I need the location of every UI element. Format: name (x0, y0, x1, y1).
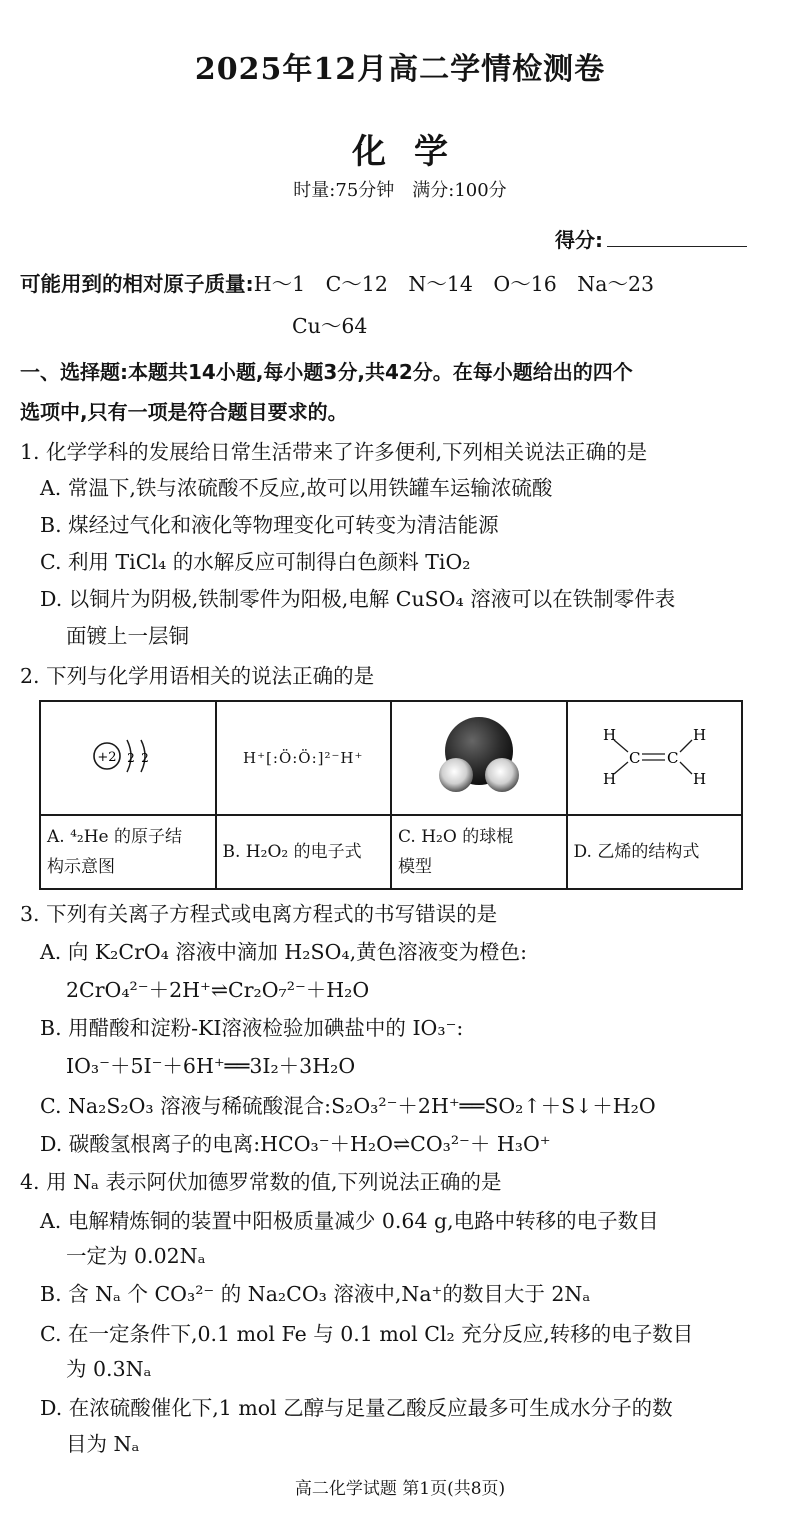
nucleus-charge: +2 (97, 749, 117, 765)
q1-option-c: C. 利用 TiCl₄ 的水解反应可制得白色颜料 TiO₂ (40, 550, 471, 574)
atomic-structure-diagram (83, 726, 173, 786)
q2-option-a-line2: 构示意图 (47, 857, 115, 877)
q3-option-c: C. Na₂S₂O₃ 溶液与稀硫酸混合:S₂O₃²⁻＋2H⁺══SO₂↑＋S↓＋H₂O (40, 1094, 656, 1118)
q2-option-b-text: B. H₂O₂ 的电子式 (222, 842, 362, 862)
q2-option-d (567, 815, 743, 889)
atomic-mass-label: 可能用到的相对原子质量: (20, 272, 254, 296)
q1-stem: 1. 化学学科的发展给日常生活带来了许多便利,下列相关说法正确的是 (20, 440, 648, 464)
q2-option-c (391, 815, 567, 889)
q1-option-d-line2: 面镀上一层铜 (66, 624, 189, 648)
q2-option-c-line2: 模型 (398, 857, 432, 877)
q2-cell-ball-model (391, 701, 567, 815)
q4-option-c-line1: C. 在一定条件下,0.1 mol Fe 与 0.1 mol Cl₂ 充分反应,转移的电子数目 (40, 1322, 694, 1346)
h-bottom-right: H (693, 769, 707, 788)
q4-option-d-line1: D. 在浓硫酸催化下,1 mol 乙醇与足量乙酸反应最多可生成水分子的数 (40, 1396, 673, 1420)
water-ball-stick-model (424, 711, 534, 801)
q3-option-b-equation: IO₃⁻＋5I⁻＋6H⁺══3I₂＋3H₂O (66, 1054, 356, 1078)
q4-option-c-line2: 为 0.3Nₐ (66, 1357, 152, 1381)
q1-option-a: A. 常温下,铁与浓硫酸不反应,故可以用铁罐车运输浓硫酸 (40, 476, 553, 500)
q4-option-a-line1: A. 电解精炼铜的装置中阳极质量减少 0.64 g,电路中转移的电子数目 (40, 1209, 659, 1233)
hydrogen-ball-right (485, 758, 519, 792)
h-top-right: H (693, 725, 707, 744)
q2-stem: 2. 下列与化学用语相关的说法正确的是 (20, 664, 375, 688)
atomic-mass-line2: Cu～64 (292, 314, 368, 338)
time-score-info: 时量:75分钟 满分:100分 (293, 180, 507, 201)
exam-title: 2025年12月高二学情检测卷 (194, 52, 606, 87)
q3-stem: 3. 下列有关离子方程式或电离方程式的书写错误的是 (20, 902, 498, 926)
q1-option-d-line1: D. 以铜片为阴极,铁制零件为阳极,电解 CuSO₄ 溶液可以在铁制零件表 (40, 587, 676, 611)
q3-option-b-line1: B. 用醋酸和淀粉-KI溶液检验加碘盐中的 IO₃⁻: (40, 1016, 464, 1040)
q4-option-d-line2: 目为 Nₐ (66, 1432, 140, 1456)
score-blank-line (607, 230, 747, 247)
q3-option-a-equation: 2CrO₄²⁻＋2H⁺⇌Cr₂O₇²⁻＋H₂O (66, 978, 370, 1002)
q2-cell-electron-formula (216, 701, 392, 815)
ethylene-structure (589, 716, 719, 796)
page-footer: 高二化学试题 第1页(共8页) (294, 1479, 506, 1499)
q4-stem: 4. 用 Nₐ 表示阿伏加德罗常数的值,下列说法正确的是 (20, 1170, 502, 1194)
shell-2-electrons: 2 (140, 750, 149, 765)
q2-option-d-text: D. 乙烯的结构式 (573, 842, 700, 862)
subject-title: 化学 (352, 132, 476, 172)
q1-option-b: B. 煤经过气化和液化等物理变化可转变为清洁能源 (40, 513, 499, 537)
atomic-mass-values: H～1 C～12 N～14 O～16 Na～23 (253, 272, 655, 296)
section-heading-line2: 选项中,只有一项是符合题目要求的。 (20, 400, 348, 424)
shell-1-electrons: 2 (126, 750, 135, 765)
q2-cell-atom-diagram (40, 701, 216, 815)
section-heading-line1: 一、选择题:本题共14小题,每小题3分,共42分。在每小题给出的四个 (20, 360, 633, 384)
q4-option-a-line2: 一定为 0.02Nₐ (66, 1244, 206, 1268)
score-label: 得分: (555, 228, 603, 252)
q2-option-b (216, 815, 392, 889)
q4-option-b: B. 含 Nₐ 个 CO₃²⁻ 的 Na₂CO₃ 溶液中,Na⁺的数目大于 2Nₐ (40, 1282, 591, 1306)
h-top-left: H (603, 725, 617, 744)
hydrogen-ball-left (439, 758, 473, 792)
q2-cell-ethylene (567, 701, 743, 815)
score-field (555, 224, 747, 253)
q3-option-a-line1: A. 向 K₂CrO₄ 溶液中滴加 H₂SO₄,黄色溶液变为橙色: (40, 940, 528, 964)
q2-option-a-line1: A. ⁴₂He 的原子结 (47, 827, 183, 847)
carbon-right: C (667, 748, 679, 767)
carbon-left: C (629, 748, 641, 767)
h-bottom-left: H (603, 769, 617, 788)
q2-options-table (39, 700, 743, 890)
q2-option-a (40, 815, 216, 889)
q2-option-c-line1: C. H₂O 的球棍 (398, 827, 514, 847)
q3-option-d: D. 碳酸氢根离子的电离:HCO₃⁻＋H₂O⇌CO₃²⁻＋ H₃O⁺ (40, 1132, 551, 1156)
h2o2-electron-formula: H⁺[:Ö:Ö:]²⁻H⁺ (243, 749, 364, 767)
atomic-mass-line1 (20, 270, 654, 298)
